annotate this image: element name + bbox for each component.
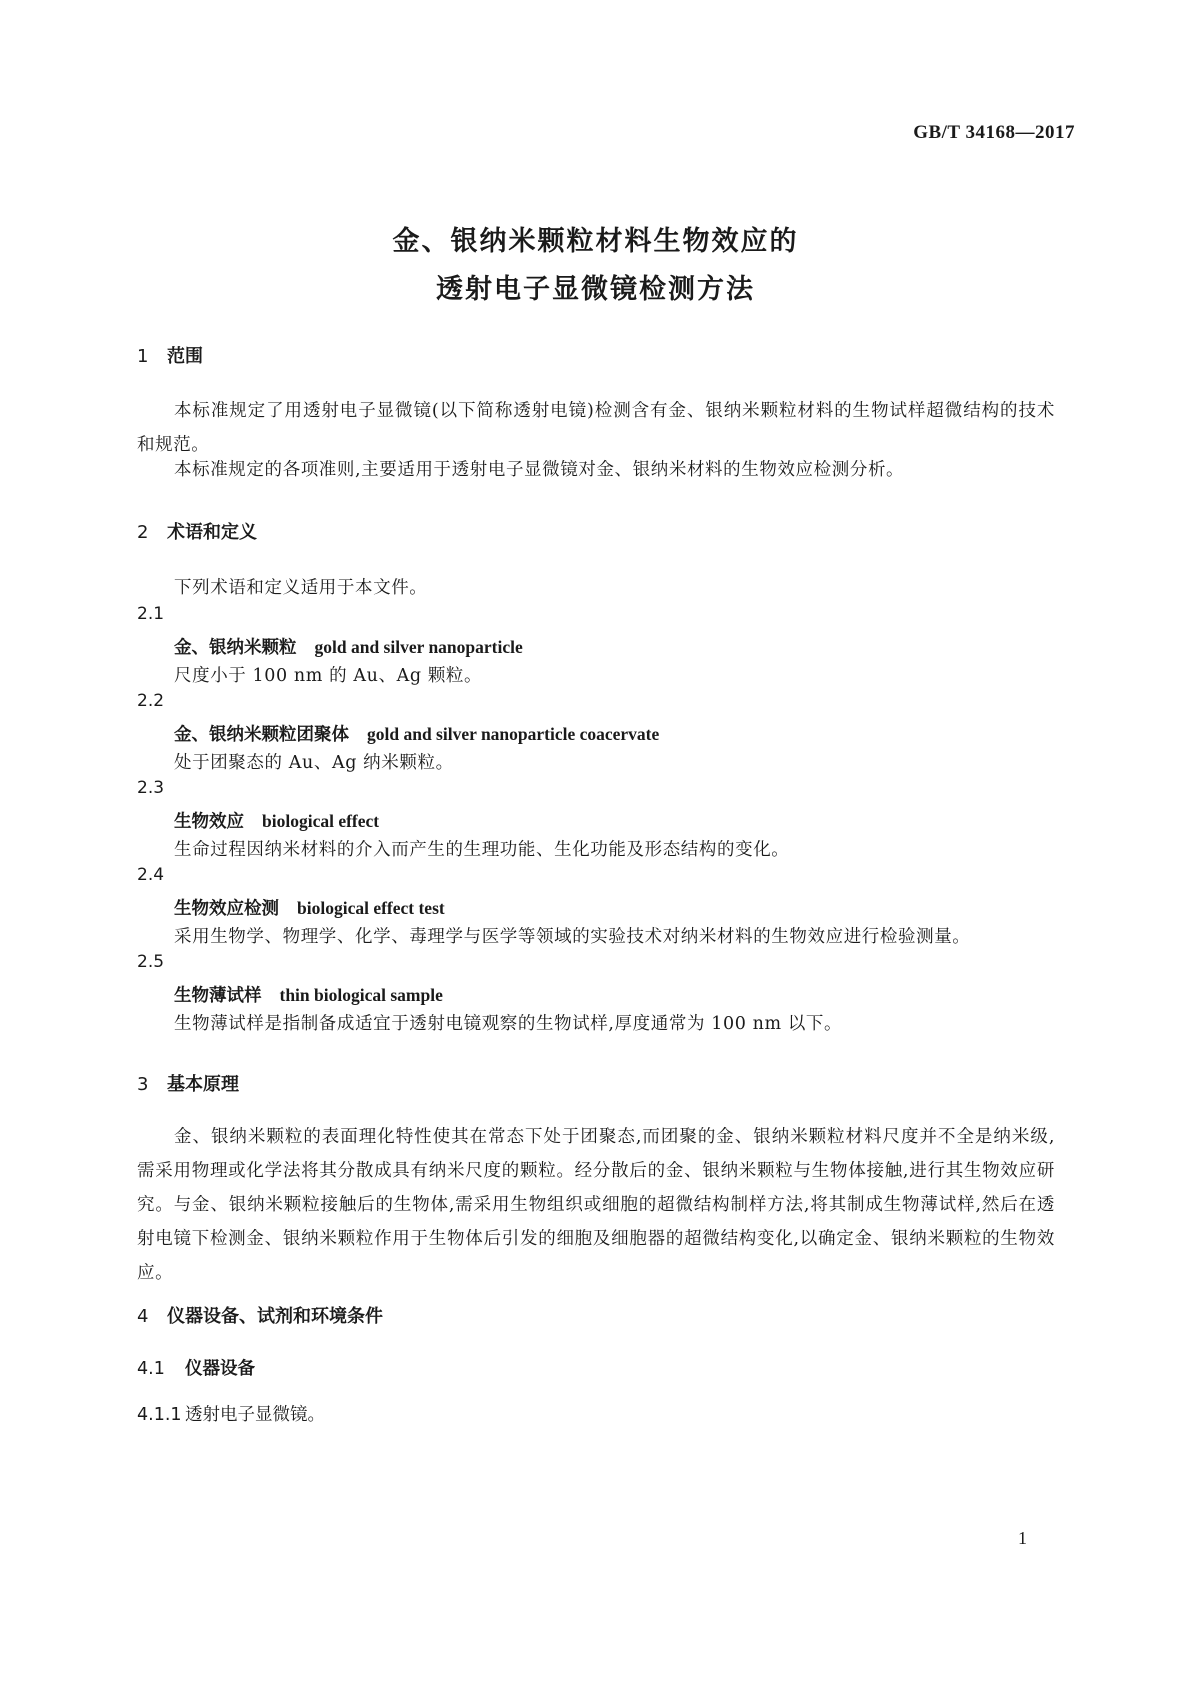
subsection-title: 仪器设备 <box>185 1359 255 1379</box>
term-en: thin biological sample <box>279 985 443 1005</box>
section-number: 2 <box>137 522 149 543</box>
section-4-heading <box>137 1302 383 1328</box>
term-zh: 生物效应 <box>174 812 244 832</box>
term-zh: 金、银纳米颗粒团聚体 <box>174 725 349 745</box>
term-definition: 生命过程因纳米材料的介入而产生的生理功能、生化功能及形态结构的变化。 <box>174 840 790 860</box>
item-4-1-1 <box>137 1401 325 1426</box>
term-number: 2.2 <box>137 691 165 711</box>
term-zh: 生物效应检测 <box>174 899 279 919</box>
term-definition: 处于团聚态的 Au、Ag 纳米颗粒。 <box>174 753 454 773</box>
document-code: GB/T 34168—2017 <box>913 122 1075 143</box>
section-1-paragraph-1: 本标准规定了用透射电子显微镜(以下简称透射电镜)检测含有金、银纳米颗粒材料的生物试样超微结构的技术和规范。 <box>137 401 1055 455</box>
section-number: 1 <box>137 346 149 367</box>
section-number: 3 <box>137 1074 149 1095</box>
section-2-intro: 下列术语和定义适用于本文件。 <box>174 578 428 598</box>
subsection-4-1 <box>137 1355 255 1380</box>
term-heading <box>174 808 379 833</box>
term-heading <box>174 634 523 659</box>
document-title <box>0 218 1191 314</box>
term-en: gold and silver nanoparticle <box>314 637 523 657</box>
page-number: 1 <box>1018 1528 1027 1548</box>
term-definition: 生物薄试样是指制备成适宜于透射电镜观察的生物试样,厚度通常为 100 nm 以下。 <box>174 1014 843 1034</box>
section-title: 范围 <box>167 346 203 367</box>
term-zh: 金、银纳米颗粒 <box>174 638 297 658</box>
section-3-paragraph: 金、银纳米颗粒的表面理化特性使其在常态下处于团聚态,而团聚的金、银纳米颗粒材料尺度并不全是纳米级,需采用物理或化学法将其分散成具有纳米尺度的颗粒。经分散后的金、银纳米颗粒与生物体接触,进行其生物效应研究。与金、银纳米颗粒接触后的生物体,需采用生物组织或细胞的超微结构制样方法,将其制成生物薄试样,然后在透射电镜下检测金、银纳米颗粒作用于生物体后引发的细胞及细胞器的超微结构变化,以确定金、银纳米颗粒的生物效应。 <box>137 1127 1055 1283</box>
section-3-heading <box>137 1070 239 1096</box>
term-number: 2.5 <box>137 952 165 972</box>
term-definition: 采用生物学、物理学、化学、毒理学与医学等领域的实验技术对纳米材料的生物效应进行检验测量。 <box>174 927 971 947</box>
section-1-paragraph-2: 本标准规定的各项准则,主要适用于透射电子显微镜对金、银纳米材料的生物效应检测分析。 <box>174 460 905 480</box>
title-line-1: 金、银纳米颗粒材料生物效应的 <box>392 226 799 257</box>
item-number: 4.1.1 <box>137 1405 182 1425</box>
term-heading <box>174 895 445 920</box>
item-text: 透射电子显微镜。 <box>185 1405 325 1425</box>
term-definition: 尺度小于 100 nm 的 Au、Ag 颗粒。 <box>174 666 483 686</box>
term-en: biological effect test <box>297 898 445 918</box>
section-title: 基本原理 <box>167 1074 239 1095</box>
section-1-heading <box>137 342 203 368</box>
term-number: 2.4 <box>137 865 165 885</box>
section-number: 4 <box>137 1306 149 1327</box>
term-heading <box>174 721 659 746</box>
subsection-number: 4.1 <box>137 1359 165 1379</box>
term-en: gold and silver nanoparticle coacervate <box>367 724 660 744</box>
term-number: 2.3 <box>137 778 165 798</box>
section-title: 仪器设备、试剂和环境条件 <box>167 1306 383 1327</box>
section-title: 术语和定义 <box>167 522 257 543</box>
title-line-2: 透射电子显微镜检测方法 <box>436 274 755 305</box>
term-zh: 生物薄试样 <box>174 986 262 1006</box>
term-number: 2.1 <box>137 604 165 624</box>
term-heading <box>174 982 443 1007</box>
section-2-heading <box>137 518 257 544</box>
term-en: biological effect <box>262 811 380 831</box>
